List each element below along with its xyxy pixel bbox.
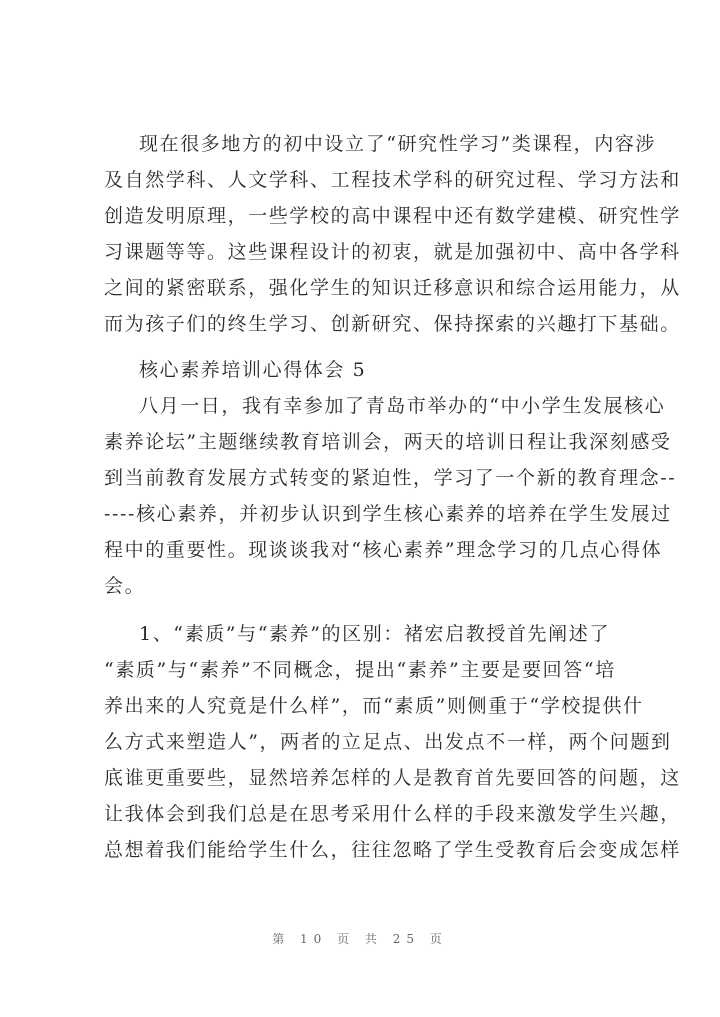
paragraph-line: 么方式来塑造人”，两者的立足点、出发点不一样，两个问题到 — [104, 731, 672, 753]
paragraph-line: 现在很多地方的初中设立了“研究性学习”类课程，内容涉 — [139, 133, 657, 155]
paragraph-line: 底谁更重要些，显然培养怎样的人是教育首先要回答的问题，这 — [104, 767, 681, 789]
paragraph-line: 养出来的人究竟是什么样”，而“素质”则侧重于“学校提供什 — [104, 695, 644, 717]
section-heading: 核心素养培训心得体会 5 — [139, 359, 367, 381]
paragraph-line: 素养论坛”主题继续教育培训会，两天的培训日程让我深刻感受 — [104, 431, 672, 453]
paragraph-line: 之间的紧密联系，强化学生的知识迁移意识和综合运用能力，从 — [104, 277, 681, 299]
paragraph-line: “素质”与“素养”不同概念，提出“素养”主要是要回答“培 — [104, 659, 616, 681]
paragraph-line: 到当前教育发展方式转变的紧迫性，学习了一个新的教育理念-- — [104, 467, 677, 489]
paragraph-line: 会。 — [104, 575, 146, 597]
paragraph-line: 总想着我们能给学生什么，往往忽略了学生受教育后会变成怎样 — [104, 839, 681, 861]
paragraph-line: 习课题等等。这些课程设计的初衷，就是加强初中、高中各学科 — [104, 241, 681, 263]
paragraph-line: 程中的重要性。现谈谈我对“核心素养”理念学习的几点心得体 — [104, 539, 663, 561]
paragraph-line: 创造发明原理，一些学校的高中课程中还有数学建模、研究性学 — [104, 205, 681, 227]
paragraph-line: 而为孩子们的终生学习、创新研究、保持探索的兴趣打下基础。 — [104, 313, 681, 335]
paragraph-line: 让我体会到我们总是在思考采用什么样的手段来激发学生兴趣， — [104, 803, 681, 825]
paragraph-line: 及自然学科、人文学科、工程技术学科的研究过程、学习方法和 — [104, 169, 681, 191]
paragraph-line: 八月一日，我有幸参加了青岛市举办的“中小学生发展核心 — [139, 395, 666, 417]
paragraph-line: ----核心素养，并初步认识到学生核心素养的培养在学生发展过 — [104, 503, 672, 525]
page-number-footer: 第 10 页 共 25 页 — [272, 932, 448, 946]
paragraph-line: 1、“素质”与“素养”的区别：褚宏启教授首先阐述了 — [139, 623, 610, 645]
